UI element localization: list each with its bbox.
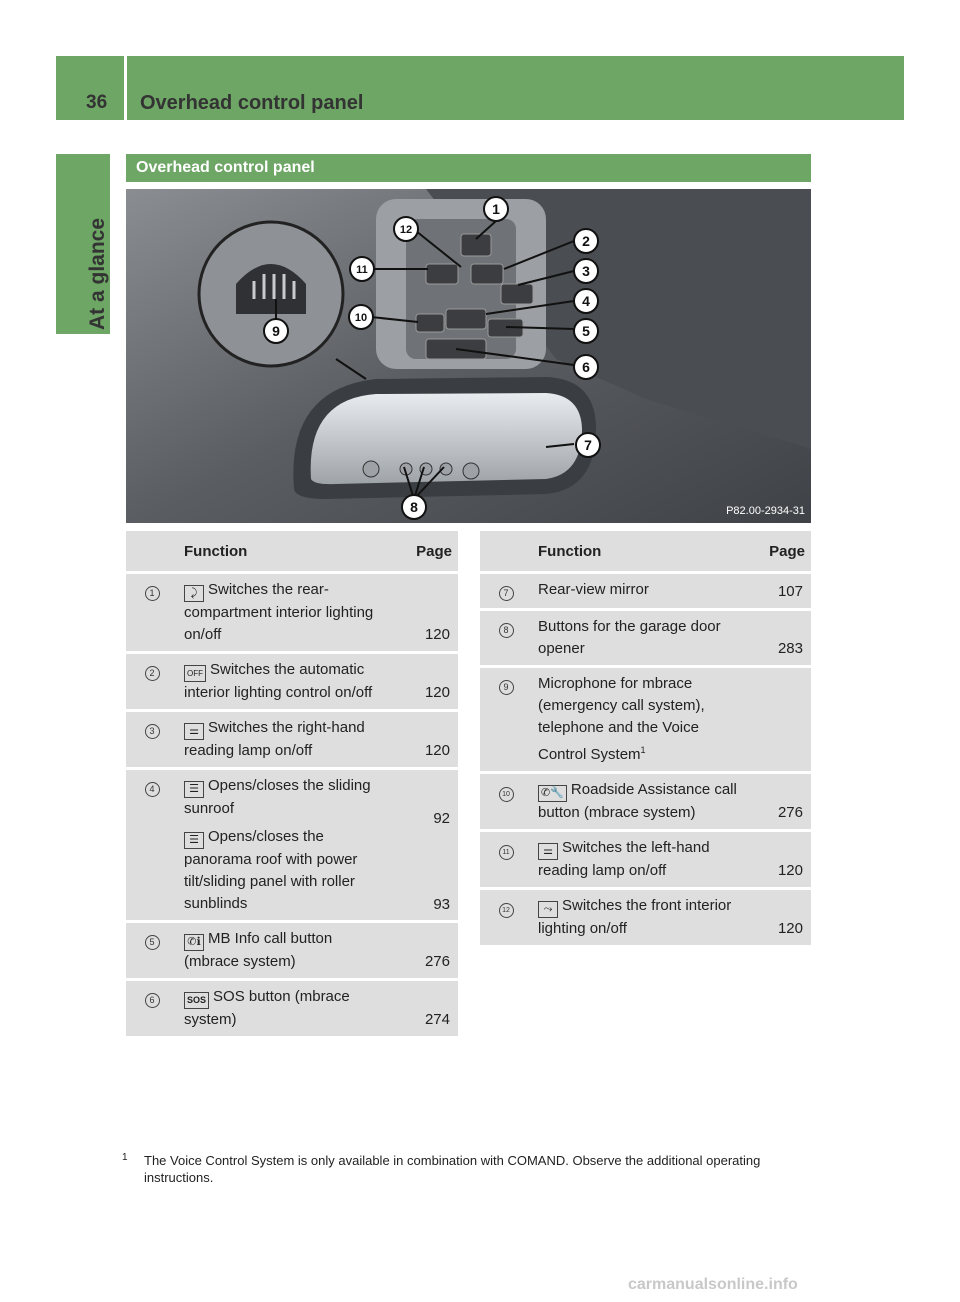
item-number: 4 xyxy=(145,782,160,797)
callout-4 xyxy=(574,289,598,313)
reading-lamp-icon: ⚌ xyxy=(184,723,204,740)
item-number: 3 xyxy=(145,724,160,739)
item-number: 5 xyxy=(145,935,160,950)
svg-text:9: 9 xyxy=(272,323,280,339)
svg-text:12: 12 xyxy=(399,224,413,236)
watermark: carmanualsonline.info xyxy=(628,1276,798,1293)
callout-7 xyxy=(576,433,600,457)
front-light-icon: ⤳ xyxy=(538,901,558,918)
item-text: Switches the front interior lighting on/off xyxy=(538,897,732,937)
rear-light-icon: ⤸ xyxy=(184,585,204,602)
item-number: 12 xyxy=(499,903,514,918)
function-table-right xyxy=(480,528,811,948)
item-page: 120 xyxy=(745,890,811,945)
callout-9 xyxy=(264,319,288,343)
item-page: 120 xyxy=(392,712,458,767)
panorama-roof-icon: ☰ xyxy=(184,832,204,849)
page-number: 36 xyxy=(86,92,108,113)
col-page: Page xyxy=(745,531,811,571)
callout-2 xyxy=(574,229,598,253)
table-row xyxy=(126,712,458,767)
item-number: 10 xyxy=(499,787,514,802)
svg-text:11: 11 xyxy=(356,264,368,276)
side-tab-label: At a glance xyxy=(86,217,109,330)
item-page: 120 xyxy=(392,654,458,709)
table-row xyxy=(480,832,811,887)
item-text: Switches the right-hand reading lamp on/off xyxy=(184,719,365,759)
svg-text:6: 6 xyxy=(582,359,590,375)
svg-text:1: 1 xyxy=(492,201,500,217)
item-text: Rear-view mirror xyxy=(538,581,649,598)
info-call-icon: ✆ℹ xyxy=(184,934,204,951)
item-page: 93 xyxy=(433,896,450,913)
callout-1 xyxy=(484,197,508,221)
callout-6 xyxy=(574,355,598,379)
item-number: 11 xyxy=(499,845,514,860)
col-function: Function xyxy=(532,531,745,571)
table-row xyxy=(126,654,458,709)
item-number: 6 xyxy=(145,993,160,1008)
table-row xyxy=(126,981,458,1036)
col-function: Function xyxy=(178,531,392,571)
table-row xyxy=(126,770,458,920)
item-page xyxy=(745,668,811,771)
sos-icon: SOS xyxy=(184,992,209,1009)
page-header-title: Overhead control panel xyxy=(140,92,364,114)
callout-12 xyxy=(394,217,418,241)
footnote xyxy=(122,1152,816,1186)
svg-text:7: 7 xyxy=(584,437,592,453)
header-separator xyxy=(124,56,127,120)
footnote-text: The Voice Control System is only available in combination with COMAND. Observe the additional operating instructions. xyxy=(144,1153,761,1185)
svg-text:5: 5 xyxy=(582,323,590,339)
item-number: 7 xyxy=(499,586,514,601)
callout-10 xyxy=(349,305,373,329)
roadside-assistance-icon: ✆🔧 xyxy=(538,785,567,802)
item-text: Switches the left-hand reading lamp on/off xyxy=(538,839,710,879)
figure-code: P82.00-2934-31 xyxy=(726,505,805,517)
item-number: 8 xyxy=(499,623,514,638)
item-page: 120 xyxy=(745,832,811,887)
callout-5 xyxy=(574,319,598,343)
item-page: 276 xyxy=(392,923,458,978)
svg-text:8: 8 xyxy=(410,499,418,515)
item-text: MB Info call button (mbrace system) xyxy=(184,930,333,970)
footnote-mark: 1 xyxy=(122,1152,128,1163)
callout-3 xyxy=(574,259,598,283)
item-page: 120 xyxy=(392,574,458,651)
svg-text:10: 10 xyxy=(354,312,368,324)
reading-lamp-icon: ⚌ xyxy=(538,843,558,860)
svg-text:4: 4 xyxy=(582,293,590,309)
item-text: Buttons for the garage door opener xyxy=(538,618,721,657)
item-number: 1 xyxy=(145,586,160,601)
item-text: Opens/closes the panorama roof with power tilt/sliding panel with roller sunblinds xyxy=(184,828,358,912)
table-header-row xyxy=(126,531,458,571)
svg-text:3: 3 xyxy=(582,263,590,279)
item-page: 283 xyxy=(745,611,811,665)
section-title: Overhead control panel xyxy=(126,154,811,182)
item-text: Switches the rear-compartment interior lighting on/off xyxy=(184,581,374,643)
overhead-panel-illustration xyxy=(126,189,811,523)
table-row xyxy=(480,774,811,829)
item-text: Microphone for mbrace (emergency call system), telephone and the Voice Control System xyxy=(538,675,705,763)
item-text: Opens/closes the sliding sunroof xyxy=(184,777,371,817)
auto-light-off-icon: OFF xyxy=(184,665,206,682)
footnote-ref: 1 xyxy=(640,745,646,755)
table-row xyxy=(480,611,811,665)
table-row xyxy=(480,574,811,608)
item-number: 9 xyxy=(499,680,514,695)
overhead-panel-photo xyxy=(126,189,811,523)
sunroof-icon: ☰ xyxy=(184,781,204,798)
item-page: 92 xyxy=(433,810,450,827)
svg-text:2: 2 xyxy=(582,233,590,249)
item-text: SOS button (mbrace system) xyxy=(184,988,350,1028)
callout-8 xyxy=(402,495,426,519)
function-table-left xyxy=(126,528,458,1039)
item-page: 107 xyxy=(745,574,811,608)
item-page: 276 xyxy=(745,774,811,829)
item-page: 274 xyxy=(392,981,458,1036)
table-row xyxy=(480,890,811,945)
table-row xyxy=(480,668,811,771)
table-header-row xyxy=(480,531,811,571)
col-page: Page xyxy=(392,531,458,571)
item-text: Roadside Assistance call button (mbrace system) xyxy=(538,781,737,821)
callout-11 xyxy=(350,257,374,281)
table-row xyxy=(126,923,458,978)
item-number: 2 xyxy=(145,666,160,681)
table-row xyxy=(126,574,458,651)
item-text: Switches the automatic interior lighting control on/off xyxy=(184,661,373,701)
